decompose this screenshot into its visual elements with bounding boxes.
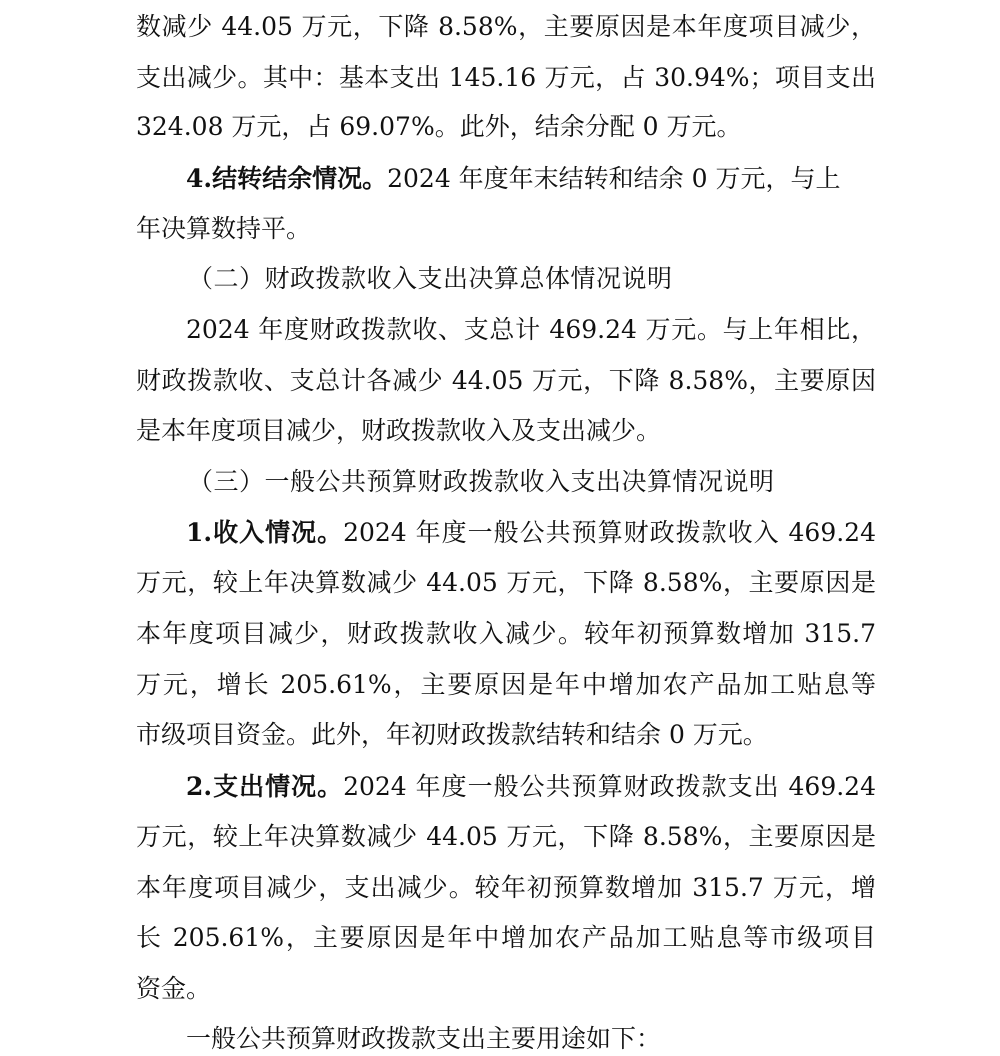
paragraph-first-line [186, 516, 876, 550]
paragraph-text: 2024 年度一般公共预算财政拨款支出 469.24 [343, 772, 876, 801]
paragraph-text: 2024 年度一般公共预算财政拨款收入 469.24 [343, 518, 876, 547]
paragraph-line: 万元，较上年决算数减少 44.05 万元，下降 8.58%，主要原因是 [136, 822, 876, 851]
paragraph-first-line [186, 162, 876, 196]
paragraph-line: 是本年度项目减少，财政拨款收入及支出减少。 [136, 416, 662, 445]
paragraph-line: 一般公共预算财政拨款支出主要用途如下： [186, 1024, 662, 1053]
paragraph-line: 长 205.61%，主要原因是年中增加农产品加工贴息等市级项目 [136, 923, 876, 952]
section-heading: （三）一般公共预算财政拨款收入支出决算情况说明 [188, 467, 775, 496]
paragraph-line: 万元，较上年决算数减少 44.05 万元，下降 8.58%，主要原因是 [136, 568, 876, 597]
paragraph-line: 本年度项目减少，支出减少。较年初预算数增加 315.7 万元，增 [136, 873, 876, 902]
paragraph-line: 本年度项目减少，财政拨款收入减少。较年初预算数增加 315.7 [136, 619, 876, 648]
paragraph-line: 数减少 44.05 万元，下降 8.58%，主要原因是本年度项目减少， [136, 12, 876, 41]
section-heading: （二）财政拨款收入支出决算总体情况说明 [188, 264, 673, 293]
paragraph-line: 2024 年度财政拨款收、支总计 469.24 万元。与上年相比， [186, 315, 876, 344]
paragraph-line: 资金。 [136, 974, 212, 1003]
section-label: 4.结转结余情况。 [186, 164, 388, 193]
paragraph-line: 支出减少。其中：基本支出 145.16 万元，占 30.94%；项目支出 [136, 63, 876, 92]
paragraph-first-line [186, 770, 876, 804]
paragraph-line: 财政拨款收、支总计各减少 44.05 万元，下降 8.58%，主要原因 [136, 366, 876, 395]
paragraph-line: 324.08 万元，占 69.07%。此外，结余分配 0 万元。 [136, 112, 742, 141]
section-label: 1.收入情况。 [186, 518, 344, 547]
section-label: 2.支出情况。 [186, 772, 344, 801]
paragraph-line: 年决算数持平。 [136, 214, 312, 243]
paragraph-text: 2024 年度年末结转和结余 0 万元，与上 [387, 164, 841, 193]
paragraph-line: 市级项目资金。此外，年初财政拨款结转和结余 0 万元。 [136, 720, 768, 749]
paragraph-line: 万元，增长 205.61%，主要原因是年中增加农产品加工贴息等 [136, 670, 876, 699]
